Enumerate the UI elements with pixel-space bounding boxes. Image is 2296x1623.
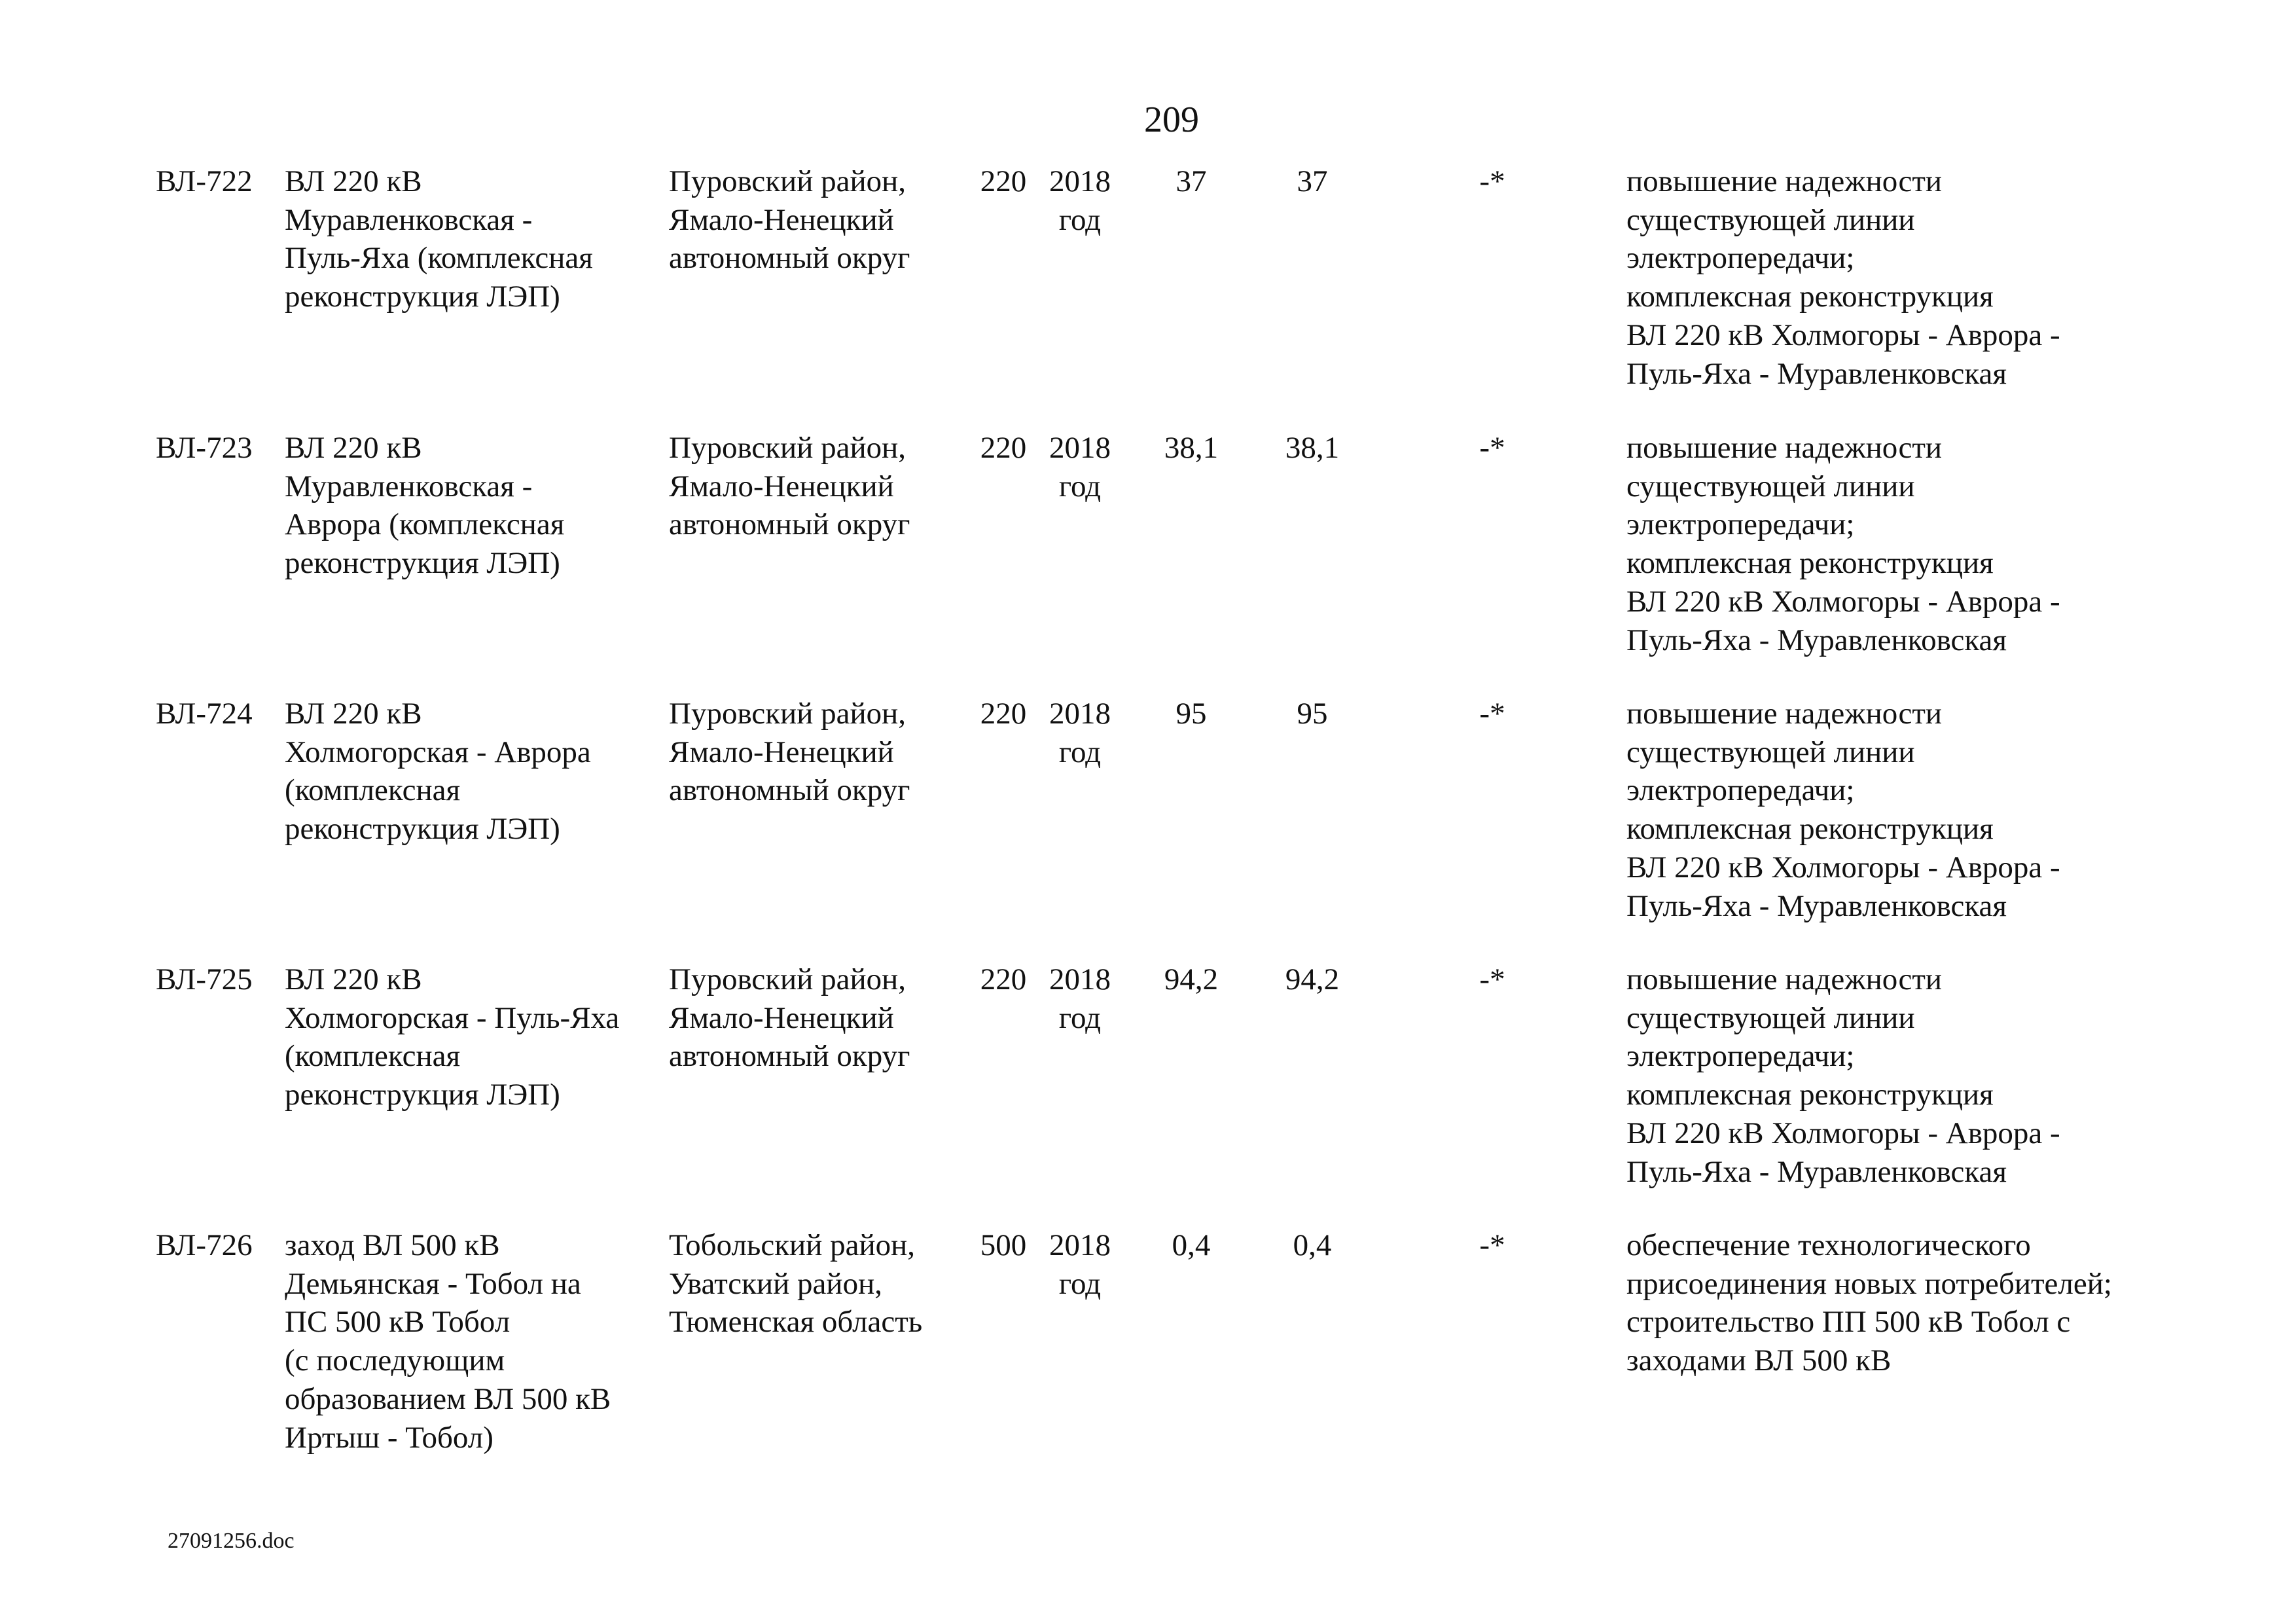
mark: -* (1479, 697, 1505, 731)
voltage: 220 (980, 697, 1027, 731)
line-id: ВЛ-724 (156, 697, 253, 731)
value-2: 37 (1297, 164, 1328, 198)
line-name: ВЛ 220 кВ Холмогорская - Пуль-Яха (комплексная реконструкция ЛЭП) (285, 962, 620, 1112)
page-number: 209 (1144, 100, 1199, 140)
location: Пуровский район, Ямало-Ненецкий автономный округ (669, 164, 910, 276)
location: Пуровский район, Ямало-Ненецкий автономный округ (669, 431, 910, 542)
value-2: 38,1 (1285, 431, 1340, 465)
line-id: ВЛ-723 (156, 431, 253, 465)
mark: -* (1479, 431, 1505, 465)
voltage: 220 (980, 962, 1027, 996)
value-1: 94,2 (1164, 962, 1219, 996)
purpose: повышение надежности существующей линии электропередачи; комплексная реконструкция ВЛ 220 кВ Холмогоры - Аврора - Пуль-Яха - Муравленковская (1626, 164, 2060, 391)
value-1: 0,4 (1172, 1228, 1211, 1262)
purpose: повышение надежности существующей линии электропередачи; комплексная реконструкция ВЛ 220 кВ Холмогоры - Аврора - Пуль-Яха - Муравленковская (1626, 962, 2060, 1189)
table-row (0, 695, 2296, 943)
value-2: 0,4 (1293, 1228, 1332, 1262)
voltage: 220 (980, 431, 1027, 465)
mark: -* (1479, 164, 1505, 198)
value-1: 37 (1175, 164, 1207, 198)
year: 2018 год (1049, 697, 1111, 769)
line-name: ВЛ 220 кВ Холмогорская - Аврора (комплексная реконструкция ЛЭП) (285, 697, 591, 847)
table-row (0, 162, 2296, 411)
line-name: заход ВЛ 500 кВ Демьянская - Тобол на ПС 500 кВ Тобол (с последующим образованием ВЛ 500 кВ Иртыш - Тобол) (285, 1228, 611, 1455)
mark: -* (1479, 962, 1505, 996)
table-row (0, 1226, 2296, 1475)
value-1: 95 (1175, 697, 1207, 731)
year: 2018 год (1049, 1228, 1111, 1301)
location: Пуровский район, Ямало-Ненецкий автономный округ (669, 962, 910, 1074)
location: Пуровский район, Ямало-Ненецкий автономный округ (669, 697, 910, 808)
voltage: 500 (980, 1228, 1027, 1262)
line-id: ВЛ-722 (156, 164, 253, 198)
value-2: 94,2 (1285, 962, 1340, 996)
table-row (0, 429, 2296, 678)
location: Тобольский район, Уватский район, Тюменская область (669, 1228, 923, 1340)
document-footer-filename: 27091256.doc (168, 1529, 295, 1553)
purpose: обеспечение технологического присоединения новых потребителей; строительство ПП 500 кВ Тобол с заходами ВЛ 500 кВ (1626, 1228, 2112, 1378)
table-row (0, 960, 2296, 1209)
line-name: ВЛ 220 кВ Муравленковская - Пуль-Яха (комплексная реконструкция ЛЭП) (285, 164, 593, 314)
line-name: ВЛ 220 кВ Муравленковская - Аврора (комплексная реконструкция ЛЭП) (285, 431, 565, 581)
year: 2018 год (1049, 431, 1111, 503)
value-2: 95 (1297, 697, 1328, 731)
line-id: ВЛ-726 (156, 1228, 253, 1262)
purpose: повышение надежности существующей линии электропередачи; комплексная реконструкция ВЛ 220 кВ Холмогоры - Аврора - Пуль-Яха - Муравленковская (1626, 697, 2060, 923)
value-1: 38,1 (1164, 431, 1219, 465)
year: 2018 год (1049, 962, 1111, 1035)
purpose: повышение надежности существующей линии электропередачи; комплексная реконструкция ВЛ 220 кВ Холмогоры - Аврора - Пуль-Яха - Муравленковская (1626, 431, 2060, 657)
mark: -* (1479, 1228, 1505, 1262)
voltage: 220 (980, 164, 1027, 198)
year: 2018 год (1049, 164, 1111, 237)
line-id: ВЛ-725 (156, 962, 253, 996)
